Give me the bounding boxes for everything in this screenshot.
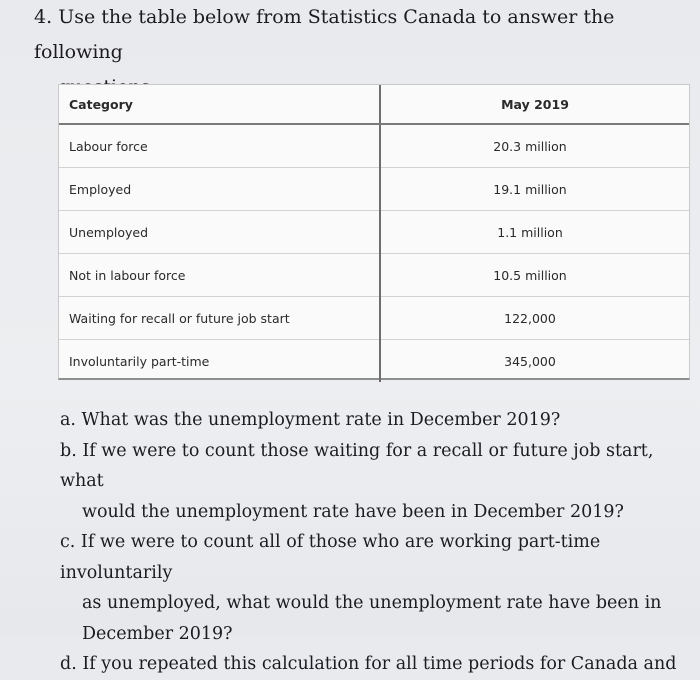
table-row bbox=[59, 168, 689, 211]
table-row bbox=[59, 297, 689, 340]
row-value: 345,000 bbox=[380, 340, 689, 383]
statistics-table bbox=[59, 85, 689, 382]
part-b-line-2: would the unemployment rate have been in December 2019? bbox=[82, 501, 624, 522]
part-c-line-2: as unemployed, what would the unemployment rate have been in bbox=[82, 593, 662, 613]
question-number: 4. bbox=[34, 6, 53, 28]
part-c-line-1: c. If we were to count all of those who are working part-time involuntarily bbox=[60, 532, 601, 583]
row-category: Labour force bbox=[59, 124, 380, 168]
part-c-line-3: December 2019? bbox=[82, 623, 233, 644]
row-value: 19.1 million bbox=[380, 168, 689, 211]
row-category: Not in labour force bbox=[59, 254, 380, 297]
statistics-table-container bbox=[58, 84, 690, 380]
table-header-row bbox=[59, 85, 689, 124]
part-d-line-1: d. If you repeated this calculation for all time periods for Canada and bbox=[60, 654, 677, 674]
part-b-line-1: b. If we were to count those waiting for a recall or future job start, what bbox=[60, 440, 654, 491]
header-category: Category bbox=[59, 85, 380, 124]
row-category: Waiting for recall or future job start bbox=[59, 297, 380, 340]
row-value: 122,000 bbox=[380, 297, 689, 340]
table-row bbox=[59, 340, 689, 383]
table-row bbox=[59, 124, 689, 168]
question-line-1: Use the table below from Statistics Canada to answer the following bbox=[34, 6, 615, 63]
row-category: Unemployed bbox=[59, 211, 380, 254]
table-row bbox=[59, 254, 689, 297]
header-may-2019: May 2019 bbox=[380, 85, 689, 124]
row-value: 20.3 million bbox=[380, 124, 689, 168]
row-value: 1.1 million bbox=[380, 211, 689, 254]
row-value: 10.5 million bbox=[380, 254, 689, 297]
table-row bbox=[59, 211, 689, 254]
row-category: Involuntarily part-time bbox=[69, 353, 210, 369]
row-category: Employed bbox=[59, 168, 380, 211]
question-parts bbox=[60, 405, 690, 680]
part-a: a. What was the unemployment rate in December 2019? bbox=[60, 410, 561, 430]
